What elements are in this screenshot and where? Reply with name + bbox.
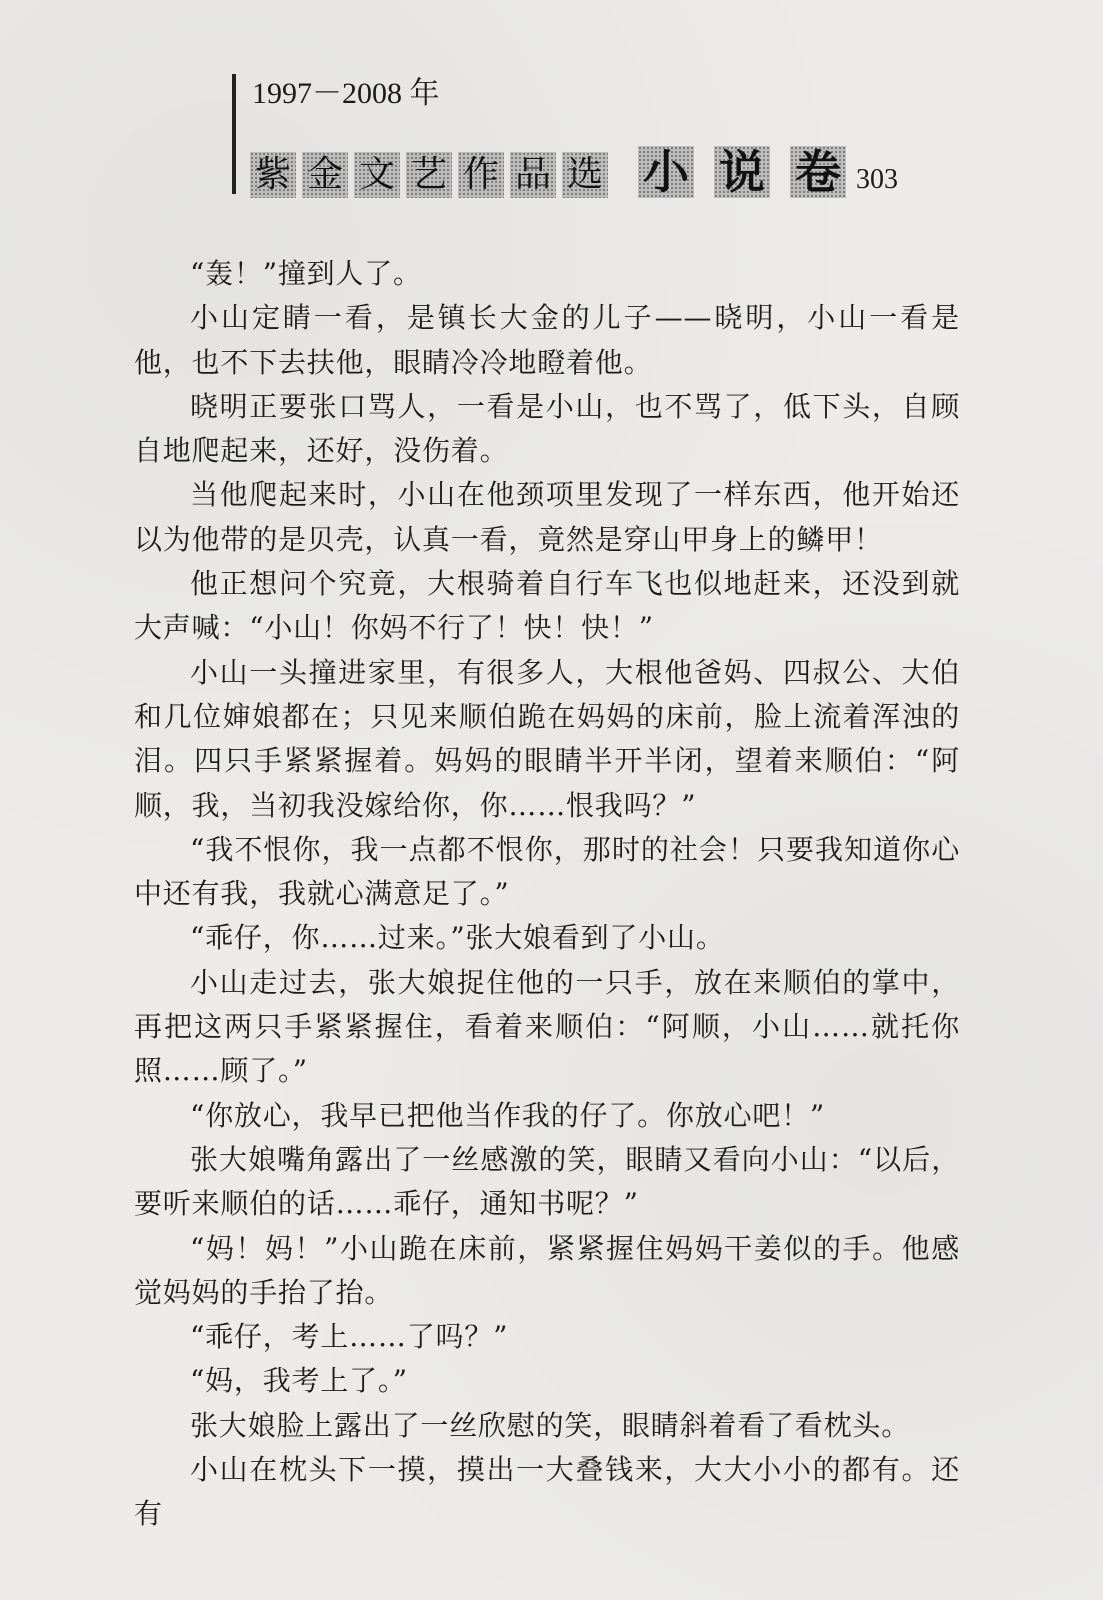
paragraph: “妈！妈！”小山跪在床前，紧紧握住妈妈干姜似的手。他感觉妈妈的手抬了抬。	[134, 1231, 960, 1309]
paragraph: 张大娘脸上露出了一丝欣慰的笑，眼睛斜着看了看枕头。	[190, 1408, 911, 1442]
series-title-char: 艺	[406, 152, 452, 198]
volume-title-char: 卷	[790, 146, 846, 198]
paragraph: 晓明正要张口骂人，一看是小山，也不骂了，低下头，自顾自地爬起来，还好，没伤着。	[134, 389, 960, 468]
paragraph: “你放心，我早已把他当作我的仔了。你放心吧！”	[190, 1098, 826, 1132]
paragraph: “我不恨你，我一点都不恨你，那时的社会！只要我知道你心中还有我，我就心满意足了。”	[134, 832, 960, 911]
volume-title-char: 小	[638, 146, 694, 198]
paragraph: “妈，我考上了。”	[190, 1364, 408, 1398]
series-title-char: 选	[562, 152, 608, 198]
series-title-char: 金	[302, 152, 348, 198]
page-number: 303	[856, 164, 898, 195]
series-title-char: 紫	[250, 152, 296, 198]
series-title	[250, 152, 608, 198]
paragraph: 张大娘嘴角露出了一丝感激的笑，眼睛又看向小山：“以后，要听来顺伯的话……乖仔，通知书呢？”	[134, 1142, 960, 1221]
series-title-char: 文	[354, 152, 400, 198]
volume-title-char: 说	[714, 146, 770, 198]
header-vertical-rule	[232, 74, 236, 194]
paragraph: 他正想问个究竟，大根骑着自行车飞也似地赶来，还没到就大声喊：“小山！你妈不行了！快！快！”	[134, 567, 960, 645]
paragraph: 小山在枕头下一摸，摸出一大叠钱来，大大小小的都有。还有	[134, 1453, 960, 1531]
header-years: 1997－2008 年	[252, 77, 440, 110]
paragraph: “轰！”撞到人了。	[190, 257, 422, 290]
body-text	[134, 252, 960, 1537]
paragraph: 小山一头撞进家里，有很多人，大根他爸妈、四叔公、大伯和几位婶娘都在；只见来顺伯跪在妈妈的床前，脸上流着浑浊的泪。四只手紧紧握着。妈妈的眼睛半开半闭，望着来顺伯：“阿顺，我，当初我没嫁给你，你……恨我吗？”	[134, 655, 960, 822]
paragraph: 小山走过去，张大娘捉住他的一只手，放在来顺伯的掌中，再把这两只手紧紧握住，看着来顺伯：“阿顺，小山……就托你照……顾了。”	[134, 965, 960, 1088]
volume-title	[638, 146, 846, 198]
running-header	[232, 68, 952, 198]
series-title-char: 品	[510, 152, 556, 198]
series-title-char: 作	[458, 152, 504, 198]
header-title-line	[250, 138, 898, 198]
paragraph: 当他爬起来时，小山在他颈项里发现了一样东西，他开始还以为他带的是贝壳，认真一看，竟然是穿山甲身上的鳞甲！	[134, 478, 960, 556]
paragraph: 小山定睛一看，是镇长大金的儿子——晓明，小山一看是他，也不下去扶他，眼睛冷冷地瞪着他。	[134, 301, 960, 379]
paragraph: “乖仔，你……过来。”张大娘看到了小山。	[190, 921, 725, 955]
paragraph: “乖仔，考上……了吗？”	[190, 1320, 509, 1354]
